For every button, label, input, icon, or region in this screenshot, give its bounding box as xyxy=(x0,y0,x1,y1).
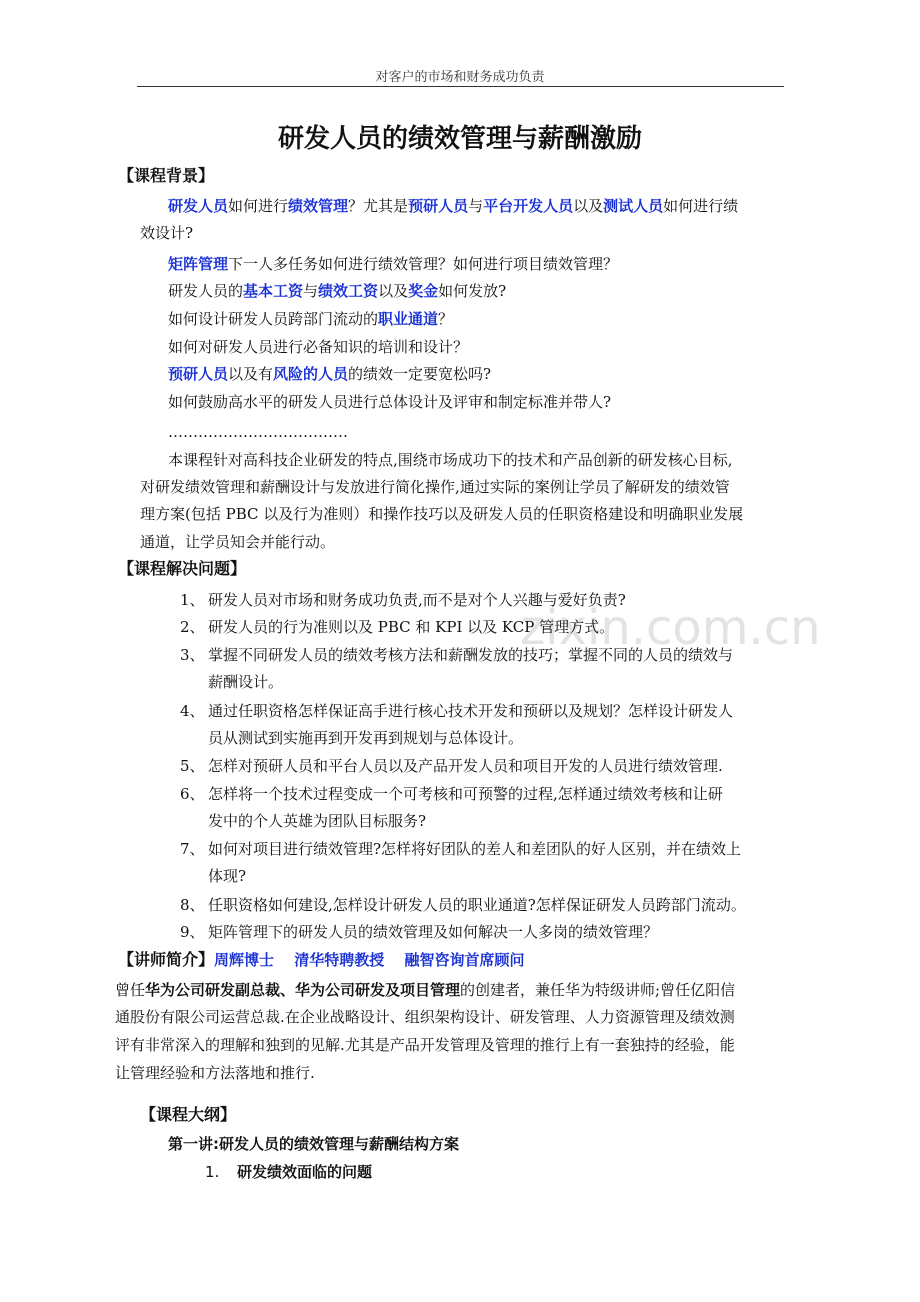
running-header: 对客户的市场和财务成功负责 xyxy=(375,70,545,85)
bg-question-6 xyxy=(168,361,491,388)
term: 研发人员 xyxy=(168,197,229,215)
watermark: zixin.com.cn xyxy=(520,600,821,656)
page-title: 研发人员的绩效管理与薪酬激励 xyxy=(277,124,642,154)
lecturer-bio-line-1 xyxy=(115,977,735,1004)
text: ？ xyxy=(438,310,454,328)
text: 以及有 xyxy=(228,365,274,383)
term: 矩阵管理 xyxy=(168,255,229,273)
term: 职业通道 xyxy=(378,310,439,328)
term: 测试人员 xyxy=(603,197,664,215)
item-text: 研发人员对市场和财务成功负责,而不是对个人兴趣与爱好负责? xyxy=(208,591,626,609)
bg-para-line-2: 对研发绩效管理和薪酬设计与发放进行简化操作,通过实际的案例让学员了解研发的绩效管 xyxy=(140,478,730,496)
list-item xyxy=(180,919,658,946)
list-item xyxy=(180,614,614,641)
section-heading-background: 【课程背景】 xyxy=(118,166,215,185)
section-heading-problems: 【课程解决问题】 xyxy=(118,559,247,578)
list-item xyxy=(180,698,733,725)
bg-dots: ……………………………… xyxy=(168,423,348,441)
text: 以及 xyxy=(573,197,604,215)
text: 与 xyxy=(468,197,484,215)
outline-item xyxy=(205,1161,372,1182)
item-number: 3、 xyxy=(180,646,205,664)
list-item xyxy=(180,892,746,919)
lecturer-bio-line-2: 通股份有限公司运营总裁.在企业战略设计、组织架构设计、研发管理、人力资源管理及绩效测 xyxy=(115,1008,735,1026)
text: 的绩效一定要宽松吗? xyxy=(348,365,492,383)
list-item xyxy=(180,781,723,808)
bg-question-1-line-1 xyxy=(168,193,738,220)
text-bold: 华为公司研发副总裁、华为公司研发及项目管理 xyxy=(145,981,461,999)
item-number: 8、 xyxy=(180,896,205,914)
item-text: 怎样对预研人员和平台人员以及产品开发人员和项目开发的人员进行绩效管理. xyxy=(208,757,723,775)
term: 基本工资 xyxy=(243,282,304,300)
lecturer-bio-line-3: 评有非常深入的理解和独到的见解.尤其是产品开发管理及管理的推行上有一套独持的经验，能 xyxy=(115,1036,735,1054)
list-item-continuation: 薪酬设计。 xyxy=(208,673,284,691)
section-heading-outline: 【课程大纲】 xyxy=(140,1105,237,1124)
bg-question-7: 如何鼓励高水平的研发人员进行总体设计及评审和制定标准并带人? xyxy=(168,393,612,411)
item-text: 如何对项目进行绩效管理?怎样将好团队的差人和差团队的好人区别，并在绩效上 xyxy=(208,840,742,858)
bg-para-line-1: 本课程针对高科技企业研发的特点,围绕市场成功下的技术和产品创新的研发核心目标, xyxy=(168,451,733,469)
list-item xyxy=(180,587,626,614)
item-text: 怎样将一个技术过程变成一个可考核和可预警的过程,怎样通过绩效考核和让研 xyxy=(208,785,723,803)
text: 以及 xyxy=(378,282,409,300)
item-text: 研发人员的行为准则以及 PBC 和 KPI 以及 KCP 管理方式。 xyxy=(208,618,615,636)
lecturer-bio-line-4: 让管理经验和方法落地和推行. xyxy=(115,1064,315,1082)
bg-question-1-line-2: 效设计? xyxy=(140,224,194,242)
item-text: 掌握不同研发人员的绩效考核方法和薪酬发放的技巧；掌握不同的人员的绩效与 xyxy=(208,646,734,664)
list-item-continuation: 员从测试到实施再到开发再到规划与总体设计。 xyxy=(208,729,524,747)
bg-question-5: 如何对研发人员进行必备知识的培训和设计？ xyxy=(168,338,469,356)
term: 平台开发人员 xyxy=(483,197,574,215)
item-number: 2、 xyxy=(180,618,205,636)
text: 曾任 xyxy=(115,981,146,999)
lecturer-name: 周辉博士 清华特聘教授 融智咨询首席顾问 xyxy=(214,951,525,969)
text: 研发人员的 xyxy=(168,282,244,300)
item-text: 矩阵管理下的研发人员的绩效管理及如何解决一人多岗的绩效管理？ xyxy=(208,923,659,941)
term: 奖金 xyxy=(408,282,439,300)
lecturer-heading-line xyxy=(118,947,524,970)
text: ？尤其是 xyxy=(348,197,409,215)
list-item xyxy=(180,753,723,780)
header-rule xyxy=(137,86,784,87)
term: 预研人员 xyxy=(408,197,469,215)
item-text: 通过任职资格怎样保证高手进行核心技术开发和预研以及规划？怎样设计研发人 xyxy=(208,702,734,720)
text: 的创建者，兼任华为特级讲师;曾任亿阳信 xyxy=(460,981,736,999)
bg-para-line-4: 通道，让学员知会并能行动。 xyxy=(140,533,336,551)
text: 下一人多任务如何进行绩效管理？如何进行项目绩效管理？ xyxy=(228,255,619,273)
term: 绩效工资 xyxy=(318,282,379,300)
bg-question-3 xyxy=(168,278,506,305)
text: 与 xyxy=(303,282,319,300)
term: 绩效管理 xyxy=(288,197,349,215)
text: 如何进行绩 xyxy=(663,197,739,215)
text: 如何发放? xyxy=(438,282,507,300)
lecture-1-title: 第一讲:研发人员的绩效管理与薪酬结构方案 xyxy=(168,1135,460,1153)
term: 预研人员 xyxy=(168,365,229,383)
text: 如何设计研发人员跨部门流动的 xyxy=(168,310,379,328)
item-number: 1. xyxy=(205,1163,220,1181)
bg-question-2 xyxy=(168,251,618,278)
item-number: 4、 xyxy=(180,702,205,720)
item-number: 1、 xyxy=(180,591,205,609)
item-text: 研发绩效面临的问题 xyxy=(237,1163,373,1181)
item-number: 7、 xyxy=(180,840,205,858)
item-number: 6、 xyxy=(180,785,205,803)
list-item xyxy=(180,836,741,863)
item-text: 任职资格如何建设,怎样设计研发人员的职业通道?怎样保证研发人员跨部门流动。 xyxy=(208,896,746,914)
list-item-continuation: 体现? xyxy=(208,867,247,885)
bg-para-line-3: 理方案(包括 PBC 以及行为准则）和操作技巧以及研发人员的任职资格建设和明确职业发展 xyxy=(140,505,744,523)
list-item xyxy=(180,642,733,669)
text: 如何进行 xyxy=(228,197,289,215)
bg-question-4 xyxy=(168,306,453,333)
item-number: 9、 xyxy=(180,923,205,941)
term: 风险的人员 xyxy=(273,365,349,383)
section-heading-lecturer: 【讲师简介】 xyxy=(118,950,215,969)
list-item-continuation: 发中的个人英雄为团队目标服务? xyxy=(208,812,427,830)
item-number: 5、 xyxy=(180,757,205,775)
